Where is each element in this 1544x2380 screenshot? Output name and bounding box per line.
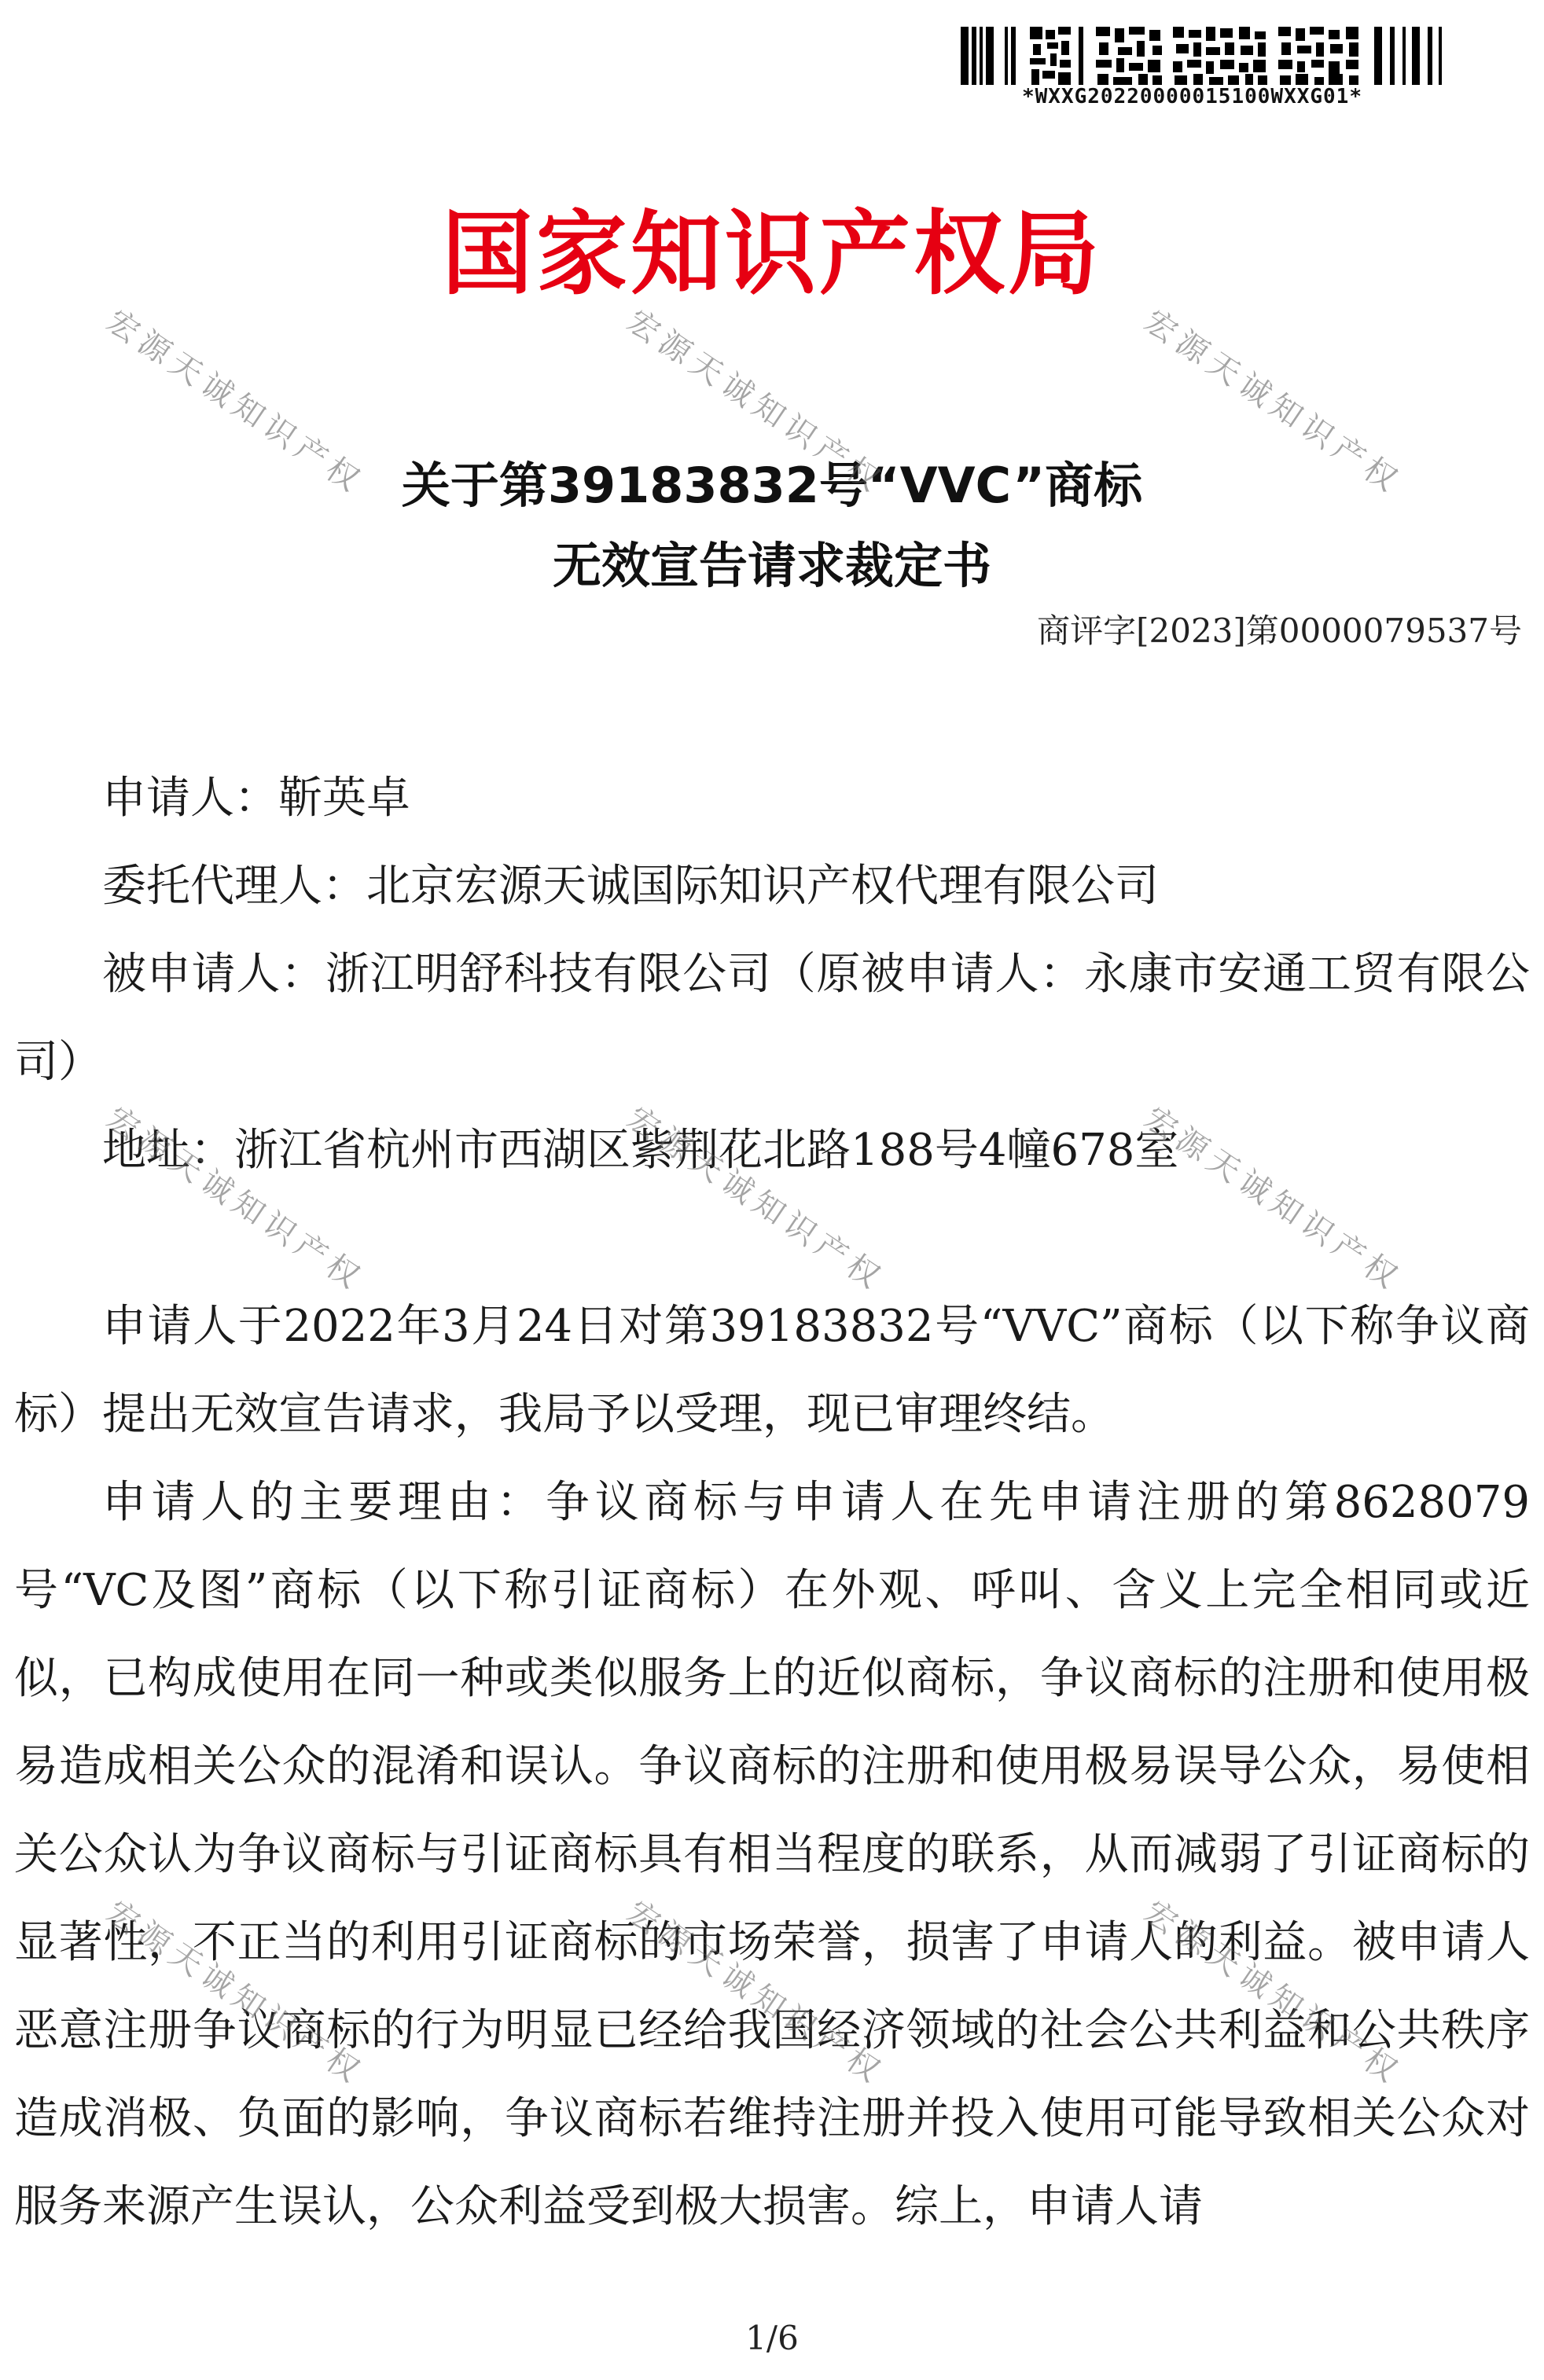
agent-line: 委托代理人：北京宏源天诚国际知识产权代理有限公司 bbox=[102, 861, 1159, 912]
watermark: 宏源天诚知识产权 bbox=[1138, 303, 1409, 502]
paragraph-applicant-reasons: 申请人的主要理由：争议商标与申请人在先申请注册的第8628079号“VC及图”商标（以下称引证商标）在外观、呼叫、含义上完全相同或近似，已构成使用在同一种或类似服务上的近似商标，争议商标的注册和使用极易造成相关公众的混淆和误认。争议商标的注册和使用极易误导公众，易使相关公众认为争议商标与引证商标具有相当程度的联系，从而减弱了引证商标的显著性，不正当的利用引证商标的市场荣誉，损害了申请人的利益。被申请人恶意注册争议商标的行为明显已经给我国经济领域的社会公共利益和公共秩序造成消极、负面的影响，争议商标若维持注册并投入使用可能导致相关公众对服务来源产生误认，公众利益受到极大损害。综上，申请人请 bbox=[14, 1477, 1530, 2232]
respondent-line: 被申请人：浙江明舒科技有限公司（原被申请人：永康市安通工贸有限公司） bbox=[14, 949, 1530, 1088]
document-title-line1: 关于第39183832号“VVC”商标 bbox=[401, 457, 1143, 514]
applicant-line: 申请人：靳英卓 bbox=[102, 773, 410, 824]
watermark: 宏源天诚知识产权 bbox=[100, 303, 371, 502]
document-body bbox=[14, 755, 1530, 2251]
address-line: 地址：浙江省杭州市西湖区紫荆花北路188号4幢678室 bbox=[102, 1125, 1179, 1176]
page-number: 1/6 bbox=[745, 2319, 799, 2357]
watermark: 宏源天诚知识产权 bbox=[620, 1100, 891, 1299]
watermark: 宏源天诚知识产权 bbox=[100, 1100, 371, 1299]
watermark: 宏源天诚知识产权 bbox=[620, 303, 891, 502]
paragraph-intro: 申请人于2022年3月24日对第39183832号“VVC”商标（以下称争议商标）提出无效宣告请求，我局予以受理，现已审理终结。 bbox=[14, 1301, 1530, 1440]
watermark: 宏源天诚知识产权 bbox=[100, 1893, 371, 2093]
watermark: 宏源天诚知识产权 bbox=[1138, 1100, 1409, 1299]
watermark: 宏源天诚知识产权 bbox=[620, 1893, 891, 2093]
document-number: 商评字[2023]第0000079537号 bbox=[1037, 612, 1522, 650]
barcode-code-text: *WXXG20220000015100WXXG01* bbox=[1022, 85, 1362, 108]
watermark: 宏源天诚知识产权 bbox=[1138, 1893, 1409, 2093]
agency-name: 国家知识产权局 bbox=[442, 201, 1102, 307]
barcode-image bbox=[961, 27, 1448, 85]
document-title-line2: 无效宣告请求裁定书 bbox=[552, 537, 991, 594]
